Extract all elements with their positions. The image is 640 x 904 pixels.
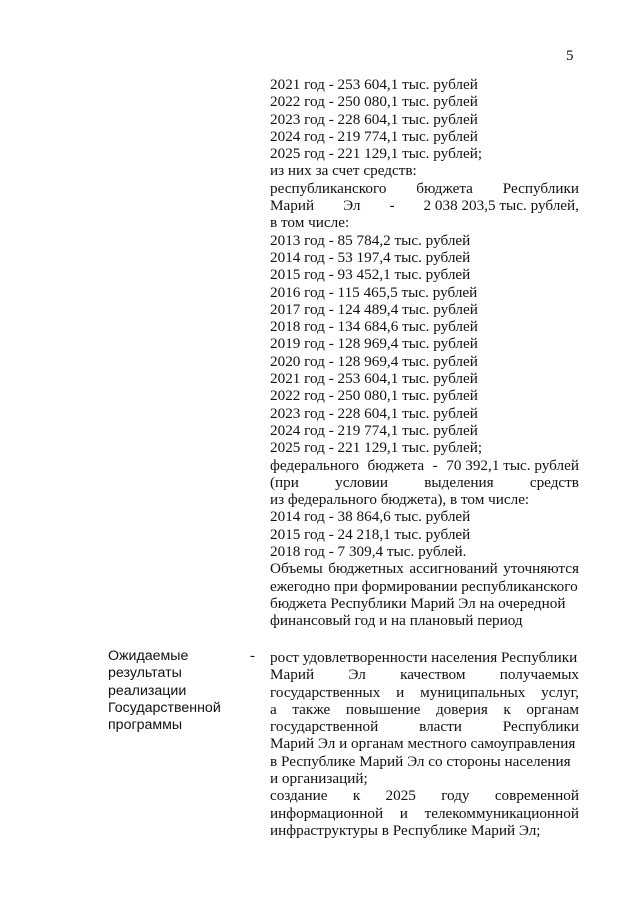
note-line: бюджета Республики Марий Эл на очередной: [270, 594, 566, 612]
expected-results-text: [270, 649, 579, 839]
word: государственной: [270, 718, 379, 736]
word: качеством: [400, 666, 466, 684]
word: бюджета: [367, 456, 425, 474]
word: году: [441, 787, 470, 805]
word: -: [389, 197, 395, 215]
word: (при: [270, 473, 299, 491]
list-item: 2014 год - 53 197,4 тыс. рублей: [270, 248, 471, 266]
list-item: 2015 год - 93 452,1 тыс. рублей: [270, 266, 471, 284]
label-line: реализации: [108, 682, 187, 699]
word: -: [432, 456, 438, 474]
note-line: [270, 560, 579, 577]
text-line: [270, 701, 579, 718]
list-item: 2021 год - 253 604,1 тыс. рублей: [270, 370, 478, 388]
financing-block: [270, 76, 579, 630]
word: Эл: [343, 197, 361, 215]
text-line: 2021 год - 253 604,1 тыс. рублей: [270, 76, 478, 93]
word: средств: [529, 473, 579, 491]
text-line: Марий Эл и органам местного самоуправления: [270, 735, 576, 753]
text-line: из федерального бюджета), в том числе:: [270, 491, 530, 509]
word: бюджетных: [328, 560, 404, 578]
word: выделения: [424, 473, 494, 491]
text-line: 2022 год - 250 080,1 тыс. рублей: [270, 93, 478, 111]
word: доверия: [435, 700, 488, 718]
word: муниципальных: [420, 683, 526, 701]
dash-separator: -: [250, 648, 255, 664]
word: 70 392,1 тыс. рублей: [446, 456, 579, 474]
label-line: Государственной: [108, 699, 221, 716]
word: информационной: [270, 804, 384, 822]
word: ассигнований: [409, 560, 498, 578]
word: федерального: [270, 456, 359, 474]
text-line: из них за счет средств:: [270, 162, 417, 180]
word: республиканского: [270, 179, 387, 197]
text-line: 2023 год - 228 604,1 тыс. рублей: [270, 110, 478, 128]
note-line: финансовый год и на плановый период: [270, 612, 523, 630]
note-line: ежегодно при формировании республиканского: [270, 577, 578, 595]
text-line: рост удовлетворенности населения Республики: [270, 649, 578, 666]
word: государственных: [270, 683, 381, 701]
word: услуг,: [541, 683, 579, 701]
word: современной: [494, 787, 579, 805]
label-line: программы: [108, 717, 183, 734]
word: телекоммуникационной: [424, 804, 579, 822]
word: Эл: [348, 666, 366, 684]
text-line: 2025 год - 221 129,1 тыс. рублей;: [270, 145, 483, 163]
list-item: 2025 год - 221 129,1 тыс. рублей;: [270, 439, 483, 457]
federal-years-list: [270, 508, 579, 560]
text-line: в Республике Марий Эл со стороны населения: [270, 752, 571, 770]
word: условии: [335, 473, 389, 491]
word: Республики: [502, 179, 579, 197]
word: 2025: [385, 787, 416, 805]
list-item: 2015 год - 24 218,1 тыс. рублей: [270, 525, 471, 543]
republic-years-list: [270, 232, 579, 457]
word: повышение: [345, 700, 421, 718]
list-item: 2024 год - 219 774,1 тыс. рублей: [270, 421, 478, 439]
list-item: 2018 год - 134 684,6 тыс. рублей: [270, 318, 478, 336]
word: Марий: [270, 666, 315, 684]
word: к: [503, 700, 511, 718]
word: а: [270, 700, 277, 718]
list-item: 2022 год - 250 080,1 тыс. рублей: [270, 387, 478, 405]
list-item: 2014 год - 38 864,6 тыс. рублей: [270, 508, 471, 526]
word: власти: [419, 718, 462, 736]
word: органам: [526, 700, 579, 718]
text-line: 2024 год - 219 774,1 тыс. рублей: [270, 127, 478, 145]
word: уточняются: [503, 560, 579, 578]
expected-results-label: [108, 648, 221, 734]
text-line: инфраструктуры в Республике Марий Эл;: [270, 821, 541, 839]
list-item: 2013 год - 85 784,2 тыс. рублей: [270, 231, 471, 249]
text-line: и организаций;: [270, 770, 368, 788]
list-item: 2023 год - 228 604,1 тыс. рублей: [270, 404, 478, 422]
word: 2 038 203,5 тыс. рублей,: [423, 197, 579, 215]
list-item: 2018 год - 7 309,4 тыс. рублей.: [270, 543, 467, 561]
text-line: [270, 805, 579, 822]
text-line: в том числе:: [270, 214, 350, 232]
word: создание: [270, 787, 328, 805]
republic-budget-total-line: [270, 197, 579, 214]
list-item: 2019 год - 128 969,4 тыс. рублей: [270, 335, 478, 353]
page-number: 5: [566, 48, 574, 64]
word: Марий: [270, 197, 315, 215]
word: Республики: [502, 718, 579, 736]
text-line: [270, 787, 579, 804]
word: получаемых: [499, 666, 579, 684]
word: бюджета: [416, 179, 473, 197]
text-line: [270, 718, 579, 735]
text-line: [270, 684, 579, 701]
list-item: 2020 год - 128 969,4 тыс. рублей: [270, 352, 478, 370]
list-item: 2016 год - 115 465,5 тыс. рублей: [270, 283, 478, 301]
label-line: результаты: [108, 665, 182, 682]
word: и: [396, 683, 405, 701]
word: также: [292, 700, 331, 718]
federal-budget-line: [270, 457, 579, 474]
word: Объемы: [270, 560, 323, 578]
word: к: [352, 787, 361, 805]
word: и: [399, 804, 408, 822]
republic-budget-line: [270, 180, 579, 197]
list-item: 2017 год - 124 489,4 тыс. рублей: [270, 300, 478, 318]
text-line: [270, 666, 579, 683]
federal-condition-line: [270, 474, 579, 491]
label-line: Ожидаемые: [108, 648, 189, 664]
